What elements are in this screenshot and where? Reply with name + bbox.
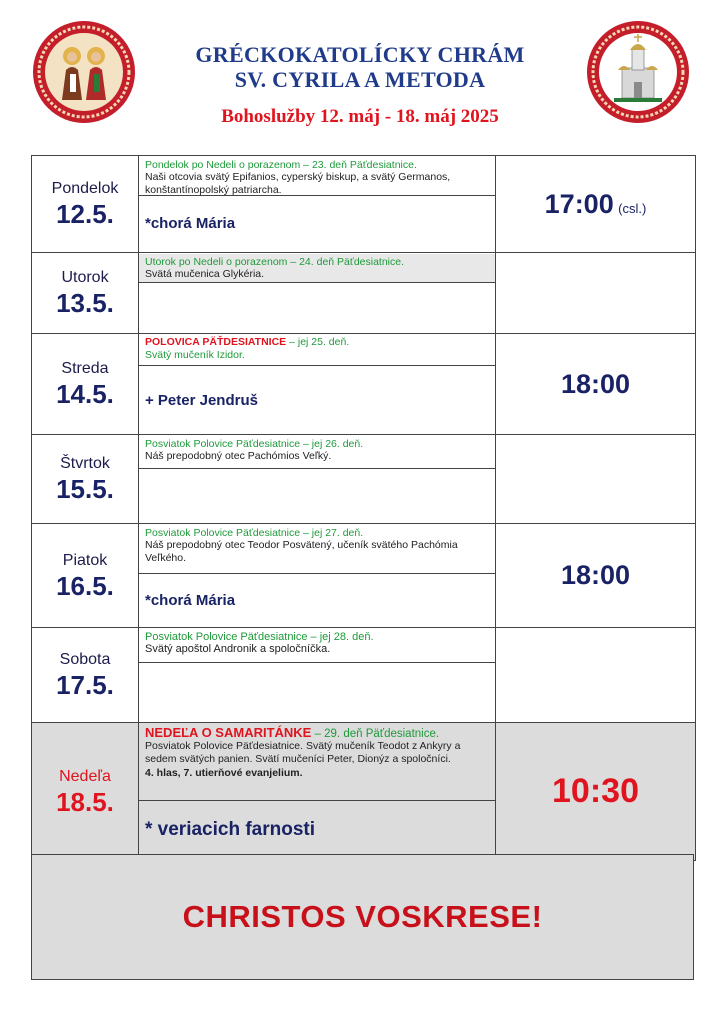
saints-text: Svätá mučenica Glykéria. <box>145 268 265 280</box>
schedule-subtitle: Bohoslužby 12. máj - 18. máj 2025 <box>221 106 499 127</box>
feast-text: Utorok po Nedeli o porazenom – 24. deň Päťdesiatnice. <box>145 255 405 268</box>
liturgical-info <box>139 254 495 283</box>
time-cell <box>496 723 696 861</box>
service-time: 18:00 <box>560 560 631 590</box>
day-name: Utorok <box>61 269 109 286</box>
saints-cyril-methodius-icon <box>32 20 136 124</box>
intention-box <box>139 196 495 252</box>
intention-text: *chorá Mária <box>145 591 236 609</box>
liturgical-info <box>139 436 495 469</box>
church-title-line2: SV. CYRILA A METODA <box>234 67 486 92</box>
time-cell <box>496 524 696 628</box>
saints-text: Naši otcovia svätý Epifanios, cyperský biskup, a svätý Germanos, konštantínopolský patriarcha. <box>145 171 451 196</box>
day-cell <box>32 156 139 253</box>
description-cell <box>139 334 496 435</box>
time-cell <box>496 156 696 253</box>
intention-box <box>139 801 495 859</box>
day-date: 17.5. <box>56 670 114 700</box>
day-name: Streda <box>61 360 109 377</box>
table-row <box>32 524 696 628</box>
description-cell <box>139 435 496 524</box>
feast-text: Posviatok Polovice Päťdesiatnice – jej 27. deň. <box>145 526 364 539</box>
table-row <box>32 628 696 723</box>
intention-text: *chorá Mária <box>145 215 236 232</box>
liturgical-info <box>139 725 495 801</box>
feast-text: Posviatok Polovice Päťdesiatnice – jej 26. deň. <box>145 437 364 450</box>
day-cell <box>32 524 139 628</box>
easter-greeting: CHRISTOS VOSKRESE! <box>182 899 543 934</box>
day-date: 15.5. <box>56 474 114 504</box>
table-row <box>32 435 696 524</box>
liturgy-note: 4. hlas, 7. utierňové evanjelium. <box>145 767 303 779</box>
description-cell <box>139 524 496 628</box>
description-cell <box>139 628 496 723</box>
page-header <box>130 42 590 128</box>
saints-text: Posviatok Polovice Päťdesiatnice. Svätý mučeník Teodot z Ankyry a sedem svätých panien. Svätí mučeníci Peter, Dionýz a spoločníci. <box>145 740 461 765</box>
liturgical-info <box>139 334 495 366</box>
day-name: Štvrtok <box>60 455 110 472</box>
table-row <box>32 334 696 435</box>
day-cell <box>32 253 139 334</box>
day-date: 16.5. <box>56 570 114 601</box>
day-cell <box>32 723 139 861</box>
feast-text: Posviatok Polovice Päťdesiatnice – jej 28. deň. <box>145 630 374 643</box>
church-building-icon <box>586 20 690 124</box>
liturgical-info <box>139 525 495 574</box>
saints-text: Náš prepodobný otec Pachómios Veľký. <box>145 450 332 462</box>
table-row <box>32 156 696 253</box>
time-cell <box>496 628 696 723</box>
intention-box <box>139 663 495 722</box>
service-time: 18:00 <box>560 368 631 399</box>
table-row <box>32 723 696 861</box>
day-cell <box>32 628 139 723</box>
intention-box <box>139 283 495 333</box>
day-name: Sobota <box>59 651 111 668</box>
intention-box <box>139 574 495 627</box>
time-cell <box>496 253 696 334</box>
day-date: 18.5. <box>56 786 114 817</box>
intention-text: + Peter Jendruš <box>145 391 258 409</box>
liturgical-info <box>139 629 495 663</box>
day-date: 12.5. <box>56 199 114 229</box>
saints-text: Svätý mučeník Izidor. <box>145 348 245 361</box>
feast-title: NEDEĽA O SAMARITÁNKE <box>145 724 312 740</box>
day-name: Pondelok <box>51 180 119 197</box>
day-name: Nedeľa <box>59 767 111 785</box>
description-cell <box>139 723 496 861</box>
intention-box <box>139 469 495 523</box>
service-time: 10:30 <box>552 772 639 810</box>
feast-text: – 29. deň Päťdesiatnice. <box>311 727 440 740</box>
day-cell <box>32 435 139 524</box>
time-note: (csl.) <box>618 200 647 216</box>
feast-text: Pondelok po Nedeli o porazenom – 23. deň Päťdesiatnice. <box>145 158 417 171</box>
table-row <box>32 253 696 334</box>
saints-text: Náš prepodobný otec Teodor Posvätený, učeník svätého Pachómia Veľkého. <box>145 539 458 564</box>
service-time: 17:00 <box>544 188 614 219</box>
day-date: 13.5. <box>56 288 114 318</box>
time-cell <box>496 435 696 524</box>
time-cell <box>496 334 696 435</box>
schedule-table <box>31 155 696 861</box>
description-cell <box>139 156 496 253</box>
day-date: 14.5. <box>56 379 114 409</box>
church-title-line1: GRÉCKOKATOLÍCKY CHRÁM <box>195 42 525 67</box>
intention-text: * veriacich farnosti <box>145 818 316 840</box>
day-cell <box>32 334 139 435</box>
liturgical-info <box>139 157 495 196</box>
intention-box <box>139 366 495 434</box>
saints-text: Svätý apoštol Andronik a spoločníčka. <box>145 643 331 655</box>
day-name: Piatok <box>62 551 108 569</box>
feast-title: POLOVICA PÄŤDESIATNICE <box>145 336 287 348</box>
footer-banner <box>31 854 694 980</box>
feast-text: – jej 25. deň. <box>286 336 350 348</box>
description-cell <box>139 253 496 334</box>
